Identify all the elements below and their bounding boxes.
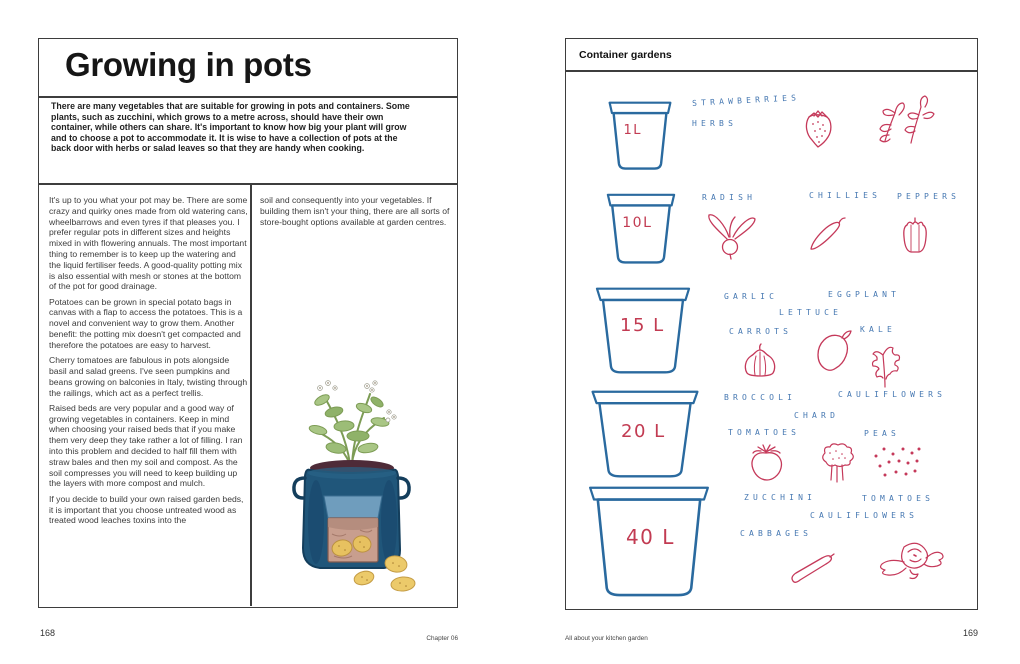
label-peas: PEAS: [864, 429, 901, 438]
body-column-left: [49, 195, 248, 531]
eggplant-sketch: [809, 327, 857, 375]
label-lettuce: LETTUCE: [779, 308, 843, 317]
zucchini-sketch: [788, 549, 836, 587]
label-zucchini: ZUCCHINI: [744, 493, 817, 502]
strawberry-sketch: [801, 107, 835, 149]
paragraph: Cherry tomatoes are fabulous in pots alongside basil and salad greens. I've seen pumpkins and beans growing on balconies in Italy, twisting through the railings, which act as a perfect trellis.: [49, 355, 248, 398]
intro-paragraph: There are many vegetables that are suitable for growing in pots and containers. Some plants, such as zucchini, which grows to a metre across, should have their own container, while others can share. It's important to know how big your plant will grow and to choose a pot to accommodate it. It is wise to have a collection of pots at the back door with herbs or salad leaves so that they are handy when cooking.: [51, 101, 410, 154]
label-chard: CHARD: [794, 411, 840, 420]
chapter-label: Chapter 06: [426, 635, 458, 642]
label-carrots: CARROTS: [729, 327, 793, 336]
pot-15l: [593, 284, 693, 378]
label-cauliflowers: CAULIFLOWERS: [838, 390, 947, 399]
cabbage-sketch: [874, 534, 948, 594]
label-cabbages: CABBAGES: [740, 529, 813, 538]
label-tomatoes: TOMATOES: [728, 428, 801, 437]
pot-size-label: 40 L: [625, 525, 675, 550]
label-cauliflowers-2: CAULIFLOWERS: [810, 511, 919, 520]
header-divider: [566, 70, 977, 72]
paragraph: soil and consequently into your vegetables. If building them isn't your thing, there are all sorts of store-bought options available at garden centres.: [260, 195, 450, 227]
intro-divider: [39, 183, 457, 185]
pot-size-label: 1L: [623, 123, 643, 139]
pepper-sketch: [897, 215, 933, 257]
page-number-right: 169: [962, 628, 978, 638]
label-radish: RADISH: [702, 193, 757, 202]
section-footer-label: All about your kitchen garden: [565, 635, 648, 642]
pot-1l: [607, 99, 673, 173]
body-column-right: [260, 195, 453, 232]
pot-20l: [588, 387, 702, 482]
right-page-frame: [565, 38, 978, 610]
broccoli-sketch: [818, 441, 856, 487]
chilli-sketch: [804, 213, 848, 255]
label-eggplant: EGGPLANT: [828, 290, 901, 299]
label-garlic: GARLIC: [724, 292, 779, 301]
radish-sketch: [699, 207, 763, 261]
label-kale: KALE: [860, 325, 897, 334]
paragraph: Raised beds are very popular and a good way of growing vegetables in containers. Keep in mind when choosing your raised beds that if you make them very deep they take rather a lot of filling. I ran into this problem and decided to half fill them with straw bales and then my soil and compost. As the soil compresses you will need to keep building up the layers with more compost and mulch.: [49, 402, 243, 489]
label-peppers: PEPPERS: [897, 192, 961, 201]
label-strawberries: STRAWBERRIES: [691, 93, 801, 108]
potato-grow-bag-illustration: [272, 372, 442, 594]
tomato-sketch: [745, 442, 789, 482]
pot-size-label: 15 L: [620, 315, 665, 337]
page-title: Growing in pots: [65, 46, 312, 83]
herb-sprigs-sketch: [871, 95, 935, 147]
column-divider: [250, 183, 252, 606]
potato-grow-bag-drawing: [272, 372, 442, 594]
paragraph: If you decide to build your own raised garden beds, it is important that you choose untreated wood as treated wood leaches toxins into the: [49, 493, 244, 526]
pot-size-label: 20 L: [621, 421, 666, 443]
section-header: Container gardens: [579, 49, 672, 61]
pot-10l: [605, 191, 677, 267]
peas-sketch: [871, 444, 923, 482]
kale-sketch: [866, 337, 904, 389]
paragraph: Potatoes can be grown in special potato bags in canvas with a flap to access the potatoes. This is a novel and convenient way to grow them. Another benefit: the potting mix doesn't get compacted and therefore the potatoes are easy to harvest.: [49, 296, 243, 350]
title-divider: [39, 96, 457, 98]
pot-40l: [585, 483, 713, 601]
label-tomatoes-2: TOMATOES: [862, 494, 935, 503]
pot-size-label: 10L: [622, 215, 653, 232]
paragraph: It's up to you what your pot may be. There are some crazy and quirky ones made from old watering cans, wheelbarrows and even tyres if that pleases you. I prefer regular pots in different sizes and heights mixed in with flowering annuals. The most important thing to remember is to keep up the watering and the liquid fertiliser feeds. A good-quality potting mix is also essential with mesh or stones at the bottom of the pot for good drainage.: [49, 195, 248, 292]
label-broccoli: BROCCOLI: [724, 393, 797, 402]
page-number-left: 168: [40, 628, 56, 638]
label-chillies: CHILLIES: [809, 191, 882, 200]
label-herbs: HERBS: [692, 119, 738, 128]
garlic-sketch: [739, 342, 781, 382]
